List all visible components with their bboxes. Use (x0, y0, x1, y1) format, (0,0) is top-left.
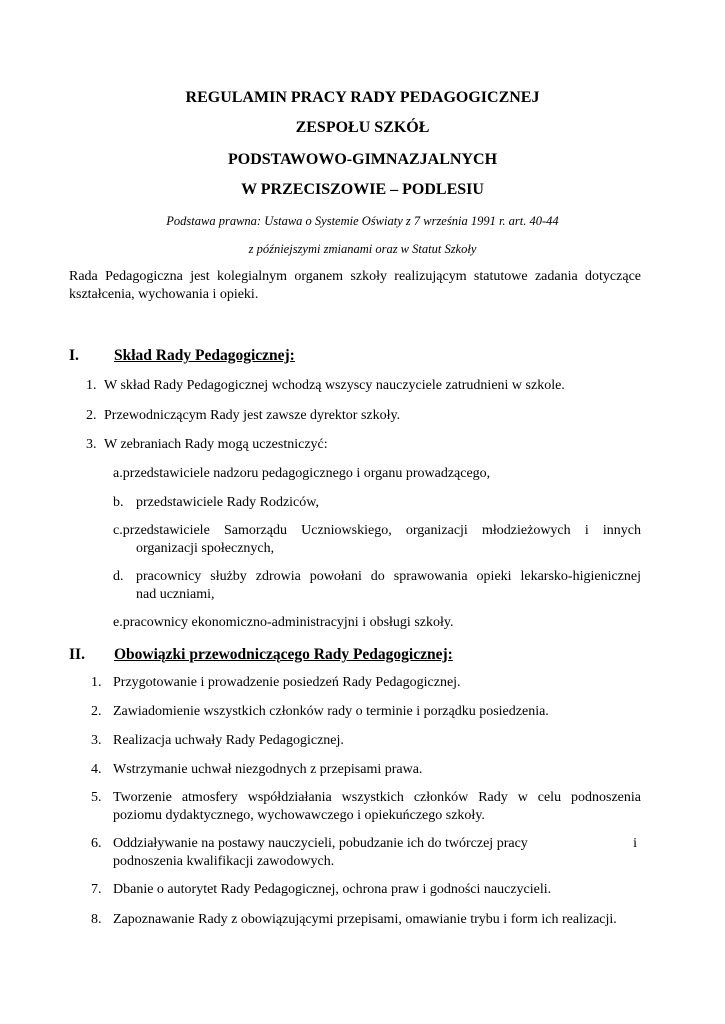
list-item (86, 436, 646, 454)
list-item (91, 703, 641, 721)
list-item (91, 911, 651, 929)
item-text: Realizacja uchwały Rady Pedagogicznej. (113, 733, 344, 748)
item-text: Oddziaływanie na postawy nauczycieli, pobudzanie ich do twórczej pracy (113, 836, 528, 851)
item-text: Tworzenie atmosfery współdziałania wszystkich członków Rady w celu podnoszenia (113, 790, 641, 805)
sub-item-text: przedstawiciele nadzoru pedagogicznego i organu prowadzącego, (122, 466, 491, 481)
item-text: W skład Rady Pedagogicznej wchodzą wszyscy nauczyciele zatrudnieni w szkole. (104, 378, 565, 393)
item-number: 4. (91, 762, 102, 777)
item-text-trailing: i (633, 836, 637, 851)
sub-item-a (113, 465, 641, 483)
item-number: 8. (91, 912, 102, 927)
list-item (91, 835, 641, 871)
item-number: 3. (86, 437, 97, 452)
item-text: Wstrzymanie uchwał niezgodnych z przepisami prawa. (113, 762, 423, 777)
item-text: W zebraniach Rady mogą uczestniczyć: (104, 437, 328, 452)
item-number: 2. (86, 408, 97, 423)
list-item (86, 407, 646, 425)
section-1-number: I. (69, 347, 79, 364)
sub-item-text: przedstawiciele Samorządu Uczniowskiego, organizacji młodzieżowych i innych (122, 523, 641, 538)
legal-basis-line-2: z późniejszymi zmianami oraz w Statut Szkoły (248, 242, 477, 256)
list-item (91, 732, 641, 750)
list-item (86, 377, 646, 395)
item-number: 7. (91, 882, 102, 897)
sub-item-d (113, 568, 641, 604)
sub-item-c (113, 522, 641, 558)
list-item (91, 761, 641, 779)
section-2-title: Obowiązki przewodniczącego Rady Pedagogicznej: (114, 646, 453, 663)
item-text: Przewodniczącym Rady jest zawsze dyrektor szkoły. (104, 408, 401, 423)
item-text-cont: podnoszenia kwalifikacji zawodowych. (113, 854, 335, 869)
section-1-title: Skład Rady Pedagogicznej: (114, 347, 295, 364)
item-number: 2. (91, 704, 102, 719)
sub-item-letter: b. (113, 495, 124, 510)
item-text-cont: poziomu dydaktycznego, wychowawczego i opiekuńczego szkoły. (113, 808, 485, 823)
list-item (91, 881, 641, 899)
document-title-line-4: W PRZECISZOWIE – PODLESIU (241, 181, 484, 198)
item-number: 1. (91, 675, 102, 690)
sub-item-text: pracownicy ekonomiczno-administracyjni i obsługi szkoły. (122, 615, 454, 630)
sub-item-b (113, 494, 641, 512)
section-2-number: II. (69, 646, 85, 663)
list-item (91, 789, 641, 825)
item-number: 5. (91, 790, 102, 805)
sub-item-text: przedstawiciele Rady Rodziców, (136, 495, 319, 510)
item-number: 6. (91, 836, 102, 851)
item-text: Zawiadomienie wszystkich członków rady o terminie i porządku posiedzenia. (113, 704, 549, 719)
item-text: Przygotowanie i prowadzenie posiedzeń Rady Pedagogicznej. (113, 675, 461, 690)
item-number: 1. (86, 378, 97, 393)
sub-item-letter: e. (113, 615, 123, 630)
document-title-line-1: REGULAMIN PRACY RADY PEDAGOGICZNEJ (185, 89, 540, 106)
intro-paragraph: Rada Pedagogiczna jest kolegialnym organem szkoły realizującym statutowe zadania dotyczące kształcenia, wychowania i opieki. (69, 269, 641, 302)
sub-item-text: pracownicy służby zdrowia powołani do sprawowania opieki lekarsko-higienicznej (136, 569, 641, 584)
sub-item-e (113, 614, 641, 632)
document-title-line-2: ZESPOŁU SZKÓŁ (295, 119, 430, 136)
item-text: Dbanie o autorytet Rady Pedagogicznej, ochrona praw i godności nauczycieli. (113, 882, 552, 897)
sub-item-letter: d. (113, 569, 124, 584)
item-text: Zapoznawanie Rady z obowiązującymi przepisami, omawianie trybu i form ich realizacji. (113, 912, 617, 927)
list-item (91, 674, 641, 692)
item-number: 3. (91, 733, 102, 748)
legal-basis-line-1: Podstawa prawna: Ustawa o Systemie Oświaty z 7 września 1991 r. art. 40-44 (166, 214, 559, 228)
sub-item-letter: c. (113, 523, 123, 538)
sub-item-letter: a. (113, 466, 123, 481)
sub-item-text-cont: organizacji społecznych, (136, 541, 275, 556)
document-title-line-3: PODSTAWOWO-GIMNAZJALNYCH (227, 151, 498, 168)
sub-item-text-cont: nad uczniami, (136, 587, 215, 602)
